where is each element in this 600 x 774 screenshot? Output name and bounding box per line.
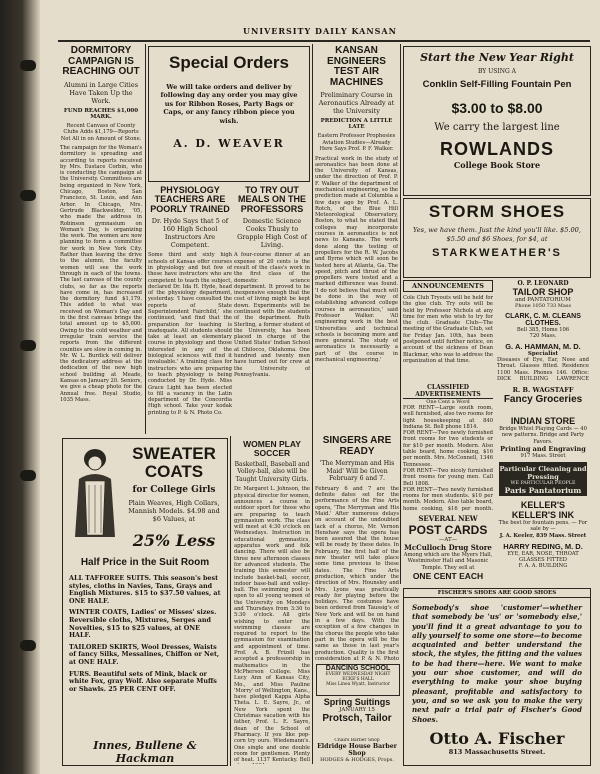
ad-title: Fancy Groceries (503, 394, 583, 405)
ad-line: Printing and Engraving (500, 444, 586, 453)
ad-item: FURS. Beautiful sets of Mink, black or white Fox, gray Wolf. Also separate Muffs or Shawls. 25 PER CENT OFF. (69, 669, 217, 693)
ad-title: Eldridge House Barber Shop (317, 743, 397, 757)
ad-name: Otto A. Fischer (429, 728, 565, 748)
ad-store: McCulloch Drug Store (404, 543, 492, 552)
ad-header: FISCHER'S SHOES ARE GOOD SHOES (404, 589, 590, 598)
ad-line: Bell 385, Home 106 (516, 327, 570, 333)
engineers-article (315, 46, 398, 434)
soccer-article (234, 440, 310, 764)
headline: DORMITORY CAMPAIGN IS REACHING OUT (62, 46, 140, 77)
deck: Eastern Professor Prophesies Aviation Studies—Already Here Says Prof. P. F. Walker. (317, 133, 396, 152)
ad-line: F. A. A. BUILDING (518, 563, 568, 569)
announcements (403, 280, 493, 380)
classified-item: FOR RENT—Two newly furnished front rooms for two students or for $10 per month. Modern. Also table board, home cooking, $16 per month. Mrs. McConnell, 1346 Tennessee. (403, 430, 493, 468)
ad-body: We will take orders and deliver by following day any order you may give us for Ribbon Roses, Party Bags or Caps, or any fancy ribbon piece you wish. (160, 83, 298, 125)
keller-ink-ad (497, 500, 589, 540)
ad-signature: A. D. WEAVER (173, 137, 285, 151)
ad-product: Conklin Self-Filling Fountain Pen (422, 79, 572, 90)
deck: Recent Canvass of County Clubs Adds $1,179—Reports Not All in on Amount of Stone. (60, 122, 142, 142)
ad-body: Bridge Whist Playing Cards — 40 new patterns. Bridge and Party Favors. (499, 426, 587, 445)
ad-line: Chairs Barber Shop (334, 738, 380, 743)
ad-body: Among which are the Myers Hall, Westminster Hall and Masonic Temple. They sell at (403, 552, 493, 571)
ad-line: R. B. WAGSTAFF (512, 386, 574, 394)
physiology-article (148, 186, 232, 436)
ad-text: We carry the largest line (434, 122, 560, 133)
indian-store-ad (497, 416, 589, 460)
meals-article (234, 186, 310, 436)
ad-line: Paris Pantatorium (504, 486, 582, 495)
ad-subtitle: for College Girls (132, 485, 216, 495)
article-body: Some third and sixty high schools of Kansas offer courses in physiology and but few of these have instructors who are competent to teach the subject, declared Dr. Ida H. Hyde, head of the physiology department, yesterday. 'I have consulted the reports of State Superintendent Fairchild,' she continued, 'and find that the preparation for teaching is inadequate. All students should take at least an elementary course in physiology and those interested in any of the biological sciences will find it invaluable.' A training class for instructors who are preparing to teach physiology is being conducted by Dr. Hyde. Miss Grace Light has been elected to fill a vacancy in the Latin department of the Concordia High school. Take your kodak printing to P. & N. Photo Co. (148, 252, 232, 416)
headline: WOMEN PLAY SOCCER (243, 440, 301, 458)
sweater-coats-ad (62, 438, 228, 766)
ad-body: The best for fountain pens. — For sale by — (498, 520, 588, 533)
ad-desc: Plain Weaves, High Collars, Mannish Models. $4.98 and $6 Values, at (128, 499, 220, 523)
ad-line: KELLER'S (520, 500, 566, 510)
singers-article (315, 436, 399, 660)
ad-line: EVERY WEDNESDAY NIGHT (325, 672, 391, 677)
barber-shop-ad (316, 738, 398, 764)
ad-line: HODGES & HODGES, Props. (320, 757, 394, 763)
headline: KANSAN ENGINEERS TEST AIR MACHINES (327, 46, 386, 88)
divider (312, 44, 313, 764)
ad-price: ONE CENT EACH (412, 570, 484, 581)
binding-ring (20, 340, 36, 351)
tailor-ad (497, 280, 589, 310)
storm-shoes-ad (403, 198, 591, 278)
ad-item-list (69, 575, 221, 693)
classified-item: FOR RENT—Two newly furnished rooms for men students. $10 per month. Modern. Also table board, home cooking, $16 per month. (403, 486, 493, 512)
article-body: Practical work in the study of aeronautics has been done at the University of Kansas, under the direction of Prof. P. F. Walker of the department of mechanical engineering, so the prediction made at Columbia a few days ago by Prof. A. L. Rotch, of the Blue Hill Meteorological Observatory, Boston, to what he stated that colleges may incorporate courses in aeronautics is not news to Kansans. The work done along the testing of propellers for the R. W. Jacobs and Byrne which will soon be tested here at Atlanta, Ga. The speed, pitch and thrust of the propellers were tested and a marked difference was found. 'I do not believe that much will be done in the way of establishing advanced college courses in aeronautics,' said Professor Walker. 'All engineering work in the best Universities and technical schools is becoming more and more general. The study of aeronautics is necessarily a part of the course in mechanical engineering.' (315, 155, 398, 363)
ad-title: KELLER'S INK (511, 510, 575, 520)
section-body: Cole Club Tryouts will be held for the glee club. Try outs will be held by Professor Nichols at any time for men who wish to try for the club. Graduate Club—The meeting of the Graduate Club, set for Friday Jan. 10th, has been postponed until further notice, on account of the sickness of Dean Blackmar, who was to address the organization at that time. (403, 295, 493, 364)
article-body: The campaign for the Woman's dormitory is spreading and according to reports received by Mrs. Eustace Corbin, who is conducting the campaign at the University. Committees are being organized in New York, Chicago, Boston, San Francisco, St. Louis, and Ann Arbor. In Chicago, Mrs. Gertrude Blackwelder, '05, who made the address in Robinson gymnasium on Woman's Day, is organizing the work. The women are now planning to form a committee for work in New York City. Rather than leaving the drive to the alumni, the faculty women will see the work through in each of the towns. The last canvass of the county clubs, so far as the reports have come in, has increased the dormitory fund $1,179. This added to what was received on Woman's Day and in the first canvass brings the total amount up to $5,000. Owing to the cold weather and irregular train service the reports from the different counties are slow in coming in. Mr. W. L. Burdick will deliver the dedicatory address at the dedication of the new high school building at Meade, Kansas on January 20. Seniors, we give a cheap photo for the Annual free. Royal Studio, 1035 Mass. (60, 145, 142, 403)
classified-ads (403, 384, 493, 512)
subheadline: Basketball, Baseball and Volley-ball, also will be Taught University Girls. (234, 460, 310, 483)
classified-item: FOR RENT—Large south room, well furnished, also two rooms for light housekeeping at 840 Indiana St. Bell phone 1814. (403, 405, 493, 430)
ad-address: 813 Massachusetts Street. (448, 747, 546, 756)
post-cards-ad (403, 514, 493, 584)
binding-spine (0, 0, 40, 774)
ad-body: Somebody's shoe 'customer'—whether that somebody be 'us' or 'somebody else,' you'll find it a great advantage to you to ally yourself to some one store—to become acquainted and better understand the stock, the styles, the fitting and the values to be had there—here. We want to make you our shoe customer, and will do everything to make your shoe buying pleasant, profitable and satisfactory to you, and so we ask you to make the very next pair a trial pair of Fischer's Good Shoes. (412, 603, 582, 724)
ad-title: SWEATER COATS (132, 444, 216, 481)
ad-line: SEVERAL NEW (418, 514, 478, 523)
fischer-shoes-ad (403, 588, 591, 766)
divider (230, 436, 231, 766)
ad-title: Spring Suitings (323, 697, 391, 707)
dormitory-article (60, 46, 142, 434)
deck: PREDICTION A LITTLE LATE (320, 118, 393, 130)
ad-text: BY USING A (478, 68, 516, 75)
cleaning-ad (499, 462, 587, 496)
ad-body: Yes, we have them. Just the kind you'll like. $5.00, $5.50 and $6 Shoes, for $4, at (413, 226, 581, 243)
headline: SINGERS ARE READY (322, 436, 392, 457)
ad-signature: Innes, Bullene & Hackman (93, 739, 197, 765)
ad-line: Specialist (527, 351, 559, 357)
reding-ad (497, 542, 589, 582)
ad-title: STORM SHOES (428, 202, 566, 221)
section-rate: One Cent a Word (426, 399, 470, 405)
protsch-ad (316, 697, 398, 735)
ad-body: EYE, EAR, NOSE, THROAT GLASSES FITTED (507, 551, 579, 563)
woman-illustration (67, 445, 123, 541)
ad-title: HARRY REDING, M. D. (503, 542, 583, 551)
ad-store: J. A. Keeler, 839 Mass. Street (499, 532, 587, 539)
ad-store: STARKWEATHER'S (432, 247, 562, 259)
ad-line: JANUARY 15 (339, 707, 375, 713)
classified-item: FOR RENT—Two nicely furnished front rooms for young men. Call Bell 1808. (403, 467, 493, 487)
ad-store: ROWLANDS (440, 139, 554, 159)
article-body: Dr. Margaret L. Johnson, the physical director for women, announces a course in outdoor sport for those who are preparing to teach gymnasium work. The class will meet at 4:30 o'clock on Wednesdays. Instruction in educational gymnastics, apparatus work and folk dancing. There will also be three new afternoon classes for advanced students. The training this semester will include basket-ball, soccer, indoor base-ball and volley-ball. The swimming pool is open to all young women of the University on Mondays and Thursdays from 3:30 to 5:30 o'clock. All girls wishing to enter the swimming classes are required to report to the gymnasium for examination and appointment of time. Prof. A. B. Frizell has accepted a professorship in mathematics in the McPherson College. Miss Lucy Ann of Kansas City, Mo., and Miss Pauline 'Morry' of Wellington, Kans., have pledged Kappa Alpha Theta. L. E. Sayre, Jr., of New York spent the Christmas vacation with his father, Prof. L. E. Sayre, dean of the School of Pharmacy. If you like pop-corn try ours. Wiedemann's. One single and one double room for gentlemen. Plenty of heat. 1137 Kentucky. Bell (234, 486, 310, 764)
ad-line: WE PARTICULAR PEOPLE (510, 481, 576, 486)
hamman-ad (497, 342, 589, 382)
binding-ring (20, 470, 36, 481)
headline: TO TRY OUT MEALS ON THE PROFESSORS (237, 186, 306, 214)
ad-title: DANCING SCHOOL (325, 665, 391, 672)
ad-line: Miss Linea Wyatt, Instructor (326, 682, 390, 687)
ad-title: TAILOR SHOP (512, 287, 574, 297)
subheadline: Dr. Hyde Says that 5 of 160 High School Instructors Are Competent. (151, 217, 229, 250)
binding-ring (20, 60, 36, 71)
headline: PHYSIOLOGY TEACHERS ARE POORLY TRAINED (150, 186, 230, 214)
wagstaff-ad (497, 386, 589, 414)
ad-line: 720 Mass. (529, 333, 557, 339)
ad-title: G. A. HAMMAN, M. D. (505, 342, 581, 351)
ad-line: and PANTATORIUM (515, 297, 571, 303)
ad-line: 917 Mass. Street (520, 452, 566, 459)
special-orders-ad (148, 46, 310, 182)
section-title: CLASSIFIED ADVERTISEMENTS (403, 384, 493, 399)
section-title: ANNOUNCEMENTS (403, 280, 493, 292)
ad-name: Protsch, Tailor (322, 713, 392, 724)
masthead: UNIVERSITY DAILY KANSAN (243, 26, 397, 36)
ad-item: TAILORED SKIRTS, Wool Dresses, Waists of fancy Silks, Messalines, Chiffon or Net, at ONE HALF. (69, 642, 220, 666)
subheadline: Preliminary Course in Aeronautics Already at the University (318, 91, 395, 115)
conklin-pen-ad (403, 46, 591, 196)
ad-line: Phone 1050 733 Mass (514, 303, 572, 309)
ad-line: Particular Cleaning and Pressing (499, 465, 587, 481)
ad-price: $3.00 to $8.00 (451, 100, 543, 116)
ad-title: Special Orders (168, 53, 289, 72)
dancing-school-ad (316, 664, 400, 696)
ad-title: CLARK, C. M. CLEANS CLOTHES. (505, 313, 581, 327)
subheadline: Alumni in Large Cities Have Taken Up the Work. (63, 80, 139, 105)
ad-line: —AT— (438, 537, 458, 543)
ad-title: POST CARDS (408, 523, 488, 537)
subheadline: 'The Merryman and His Maid' Will be Given February 6 and 7. (319, 460, 395, 483)
article-body: A four-course dinner at an expense of 20 cents is the result of the class's work in the first class of the domestic science department. It proved to be inexpensive enough that the cost of living might be kept down. Experiments will be continued with the students of the department. Ruth Sterling, a former student of the University, has been placed in charge of the United States' Indian School at Chilocco, Oklahoma. One hundred and twenty men have turned out for crew at the University of Pennsylvania. (234, 252, 310, 378)
ad-headline: Half Price in the Suit Room (80, 557, 210, 568)
divider (145, 44, 146, 434)
divider (400, 44, 401, 584)
ad-title: INDIAN STORE (510, 416, 576, 426)
ad-body: Diseases of Eye, Ear, Nose and Throat. Glasses fitted. Residence 1100 Mass. Phones 146. Office: DICK BUILDING LAWRENCE (497, 357, 589, 382)
ad-item: ALL TAFFOREE SUITS. This season's best styles, cloths in Navies, Tans, Grays and English Mixtures. $15 to $37.50 values, at ONE HALF. (69, 574, 221, 605)
binding-ring (20, 190, 36, 201)
cleans-ad (497, 313, 589, 339)
subheadline: Domestic Science Cooks Thusly to Grapple High Cost of Living. (237, 217, 307, 250)
article-body: February 6 and 7 are the definite dates set for the performance of the Fine Arts opera, 'The Merryman and His Maid.' After numerous delays on account of the undoubted lack of a chorus, Mr. Vernon Henshaw says the opera has been assured that the house will be ready by these dates. In February, the first half of the new theater will take place some time previous to these dates. The Fine Arts production, which under the direction of Mrs. Hounsley and Mrs. Lyons was practically ready for playing before the holidays. The costumes have been ordered from Taussig's of New York and will be on hand in a few days. With the exception of a few changes in the chorus the people who take part in the opera will be the same as those in last year's production. Quality is the first consideration at P. & N. Photo (315, 485, 399, 660)
ad-item: WINTER COATS, Ladies' or Misses' sizes. Reversible cloths, Mixtures, Serges and Novelties, $15 to $25 values, at ONE HALF. (69, 608, 217, 640)
ad-slogan: Start the New Year Right (420, 51, 574, 64)
ad-discount: 25% Less (132, 531, 216, 550)
ad-line: ECKE'S HALL (342, 677, 374, 682)
ad-line: O. P. LEONARD (517, 280, 569, 287)
binding-ring (20, 640, 36, 651)
divider (58, 40, 590, 42)
deck: FUND REACHES $1,000 MARK. (63, 107, 139, 120)
ad-store-sub: College Book Store (453, 160, 541, 170)
